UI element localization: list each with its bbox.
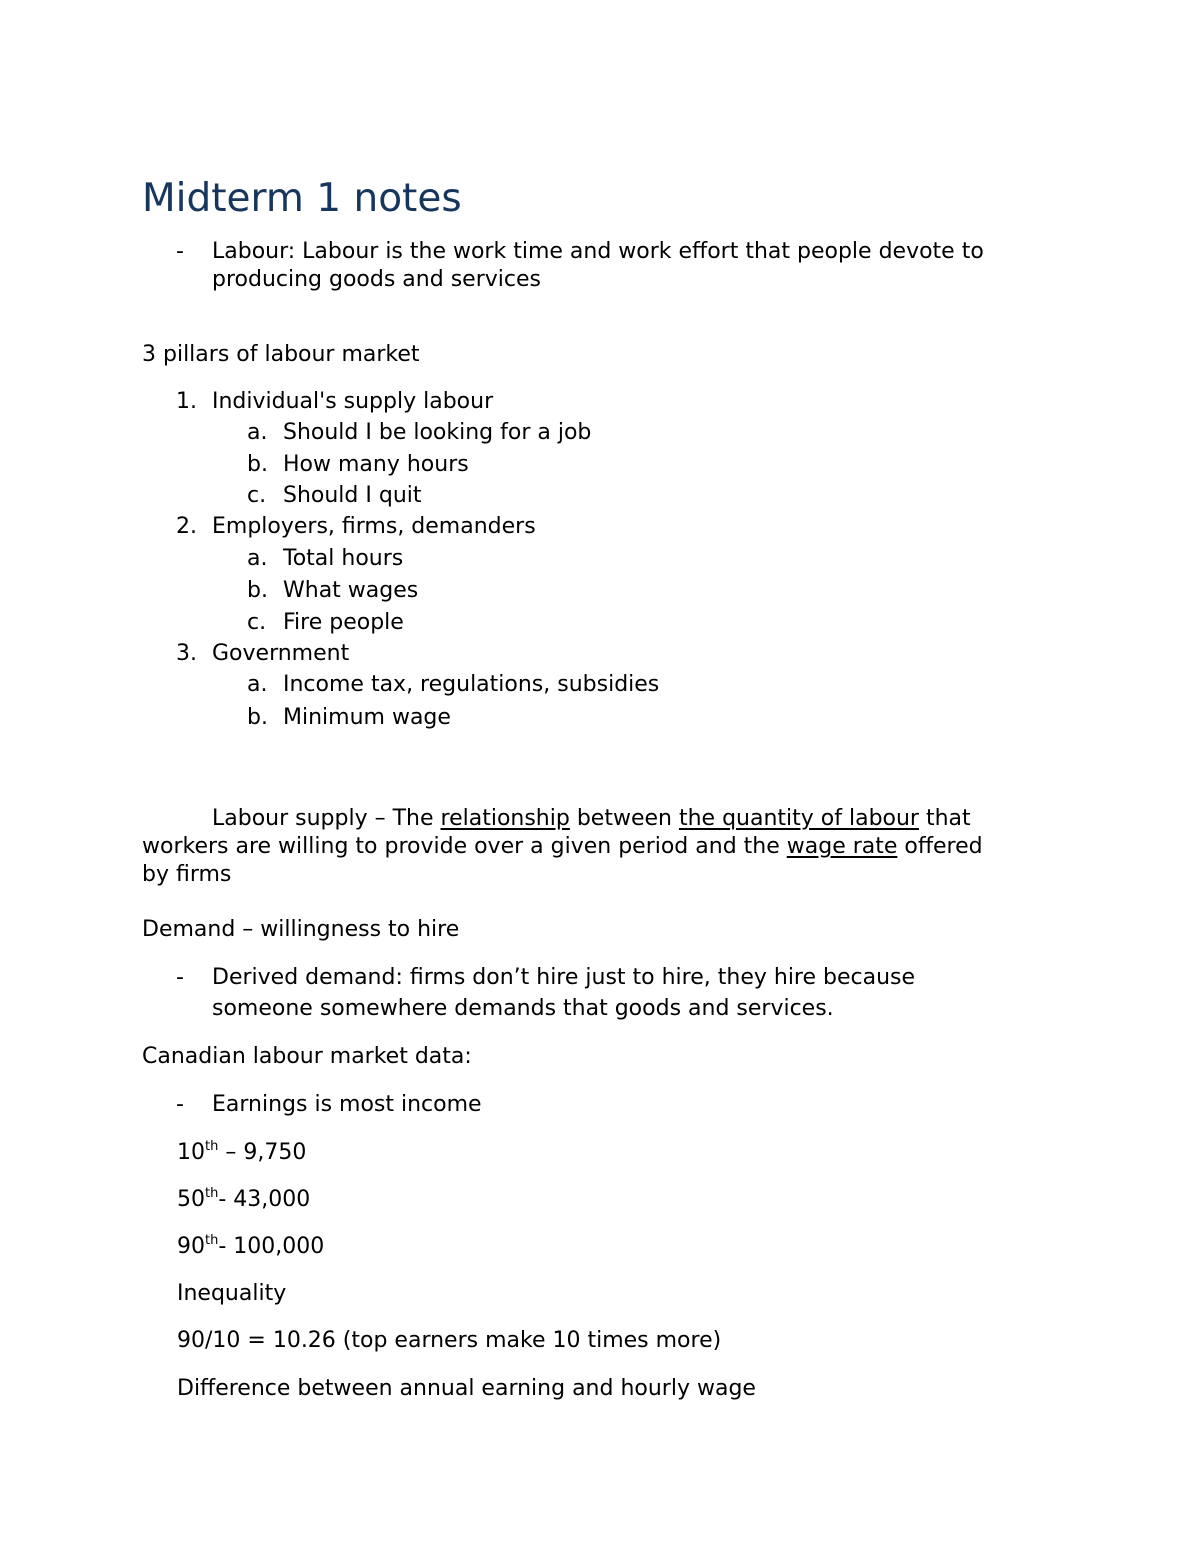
supply-term-wage-rate: wage rate <box>786 834 898 859</box>
ratio-line: 90/10 = 10.26 (top earners make 10 times more) <box>177 1328 722 1353</box>
pillar-1-label: Individual's supply labour <box>212 389 494 414</box>
supply-line-3: by firms <box>142 862 232 887</box>
pillar-2-marker: 2. <box>176 514 197 539</box>
percentile-90: 90th- 100,000 <box>177 1233 325 1259</box>
labour-def-bullet: - <box>176 239 184 264</box>
pillar-2b-label: What wages <box>283 578 419 603</box>
pillar-3a-label: Income tax, regulations, subsidies <box>283 672 660 697</box>
percentile-10: 10th – 9,750 <box>177 1139 307 1165</box>
pillar-2a-label: Total hours <box>283 546 404 571</box>
pillar-2c-marker: c. <box>247 610 267 635</box>
canadian-heading: Canadian labour market data: <box>142 1044 472 1069</box>
pillar-1-marker: 1. <box>176 389 197 414</box>
pillar-1c-marker: c. <box>247 483 267 508</box>
pillar-3-label: Government <box>212 641 350 666</box>
pillar-1a-label: Should I be looking for a job <box>283 420 592 445</box>
labour-def-line-1: Labour: Labour is the work time and work effort that people devote to <box>212 239 984 264</box>
supply-term-relationship: relationship <box>440 806 570 831</box>
pillar-3a-marker: a. <box>247 672 268 697</box>
pillar-1b-label: How many hours <box>283 452 469 477</box>
pillar-3-marker: 3. <box>176 641 197 666</box>
difference-line: Difference between annual earning and hourly wage <box>177 1376 756 1401</box>
pillar-2-label: Employers, firms, demanders <box>212 514 536 539</box>
inequality-label: Inequality <box>177 1281 287 1306</box>
demand-line-1: Derived demand: firms don’t hire just to hire, they hire because <box>212 965 916 990</box>
labour-def-line-2: producing goods and services <box>212 267 541 292</box>
pillar-2c-label: Fire people <box>283 610 404 635</box>
pillar-3b-label: Minimum wage <box>283 705 451 730</box>
demand-line-2: someone somewhere demands that goods and services. <box>212 996 834 1021</box>
percentile-50: 50th- 43,000 <box>177 1186 311 1212</box>
pillar-1c-label: Should I quit <box>283 483 422 508</box>
page-title: Midterm 1 notes <box>142 176 462 221</box>
pillar-1a-marker: a. <box>247 420 268 445</box>
supply-line-1: Labour supply – The relationship between the quantity of labour that <box>212 806 971 831</box>
demand-bullet: - <box>176 965 184 990</box>
pillar-2a-marker: a. <box>247 546 268 571</box>
demand-heading: Demand – willingness to hire <box>142 917 460 942</box>
canadian-bullet-text: Earnings is most income <box>212 1092 482 1117</box>
pillar-2b-marker: b. <box>247 578 268 603</box>
pillars-heading: 3 pillars of labour market <box>142 342 420 367</box>
pillar-3b-marker: b. <box>247 705 268 730</box>
canadian-bullet: - <box>176 1092 184 1117</box>
supply-line-2: workers are willing to provide over a given period and the wage rate offered <box>142 834 983 859</box>
supply-term-quantity: the quantity of labour <box>678 806 919 831</box>
pillar-1b-marker: b. <box>247 452 268 477</box>
